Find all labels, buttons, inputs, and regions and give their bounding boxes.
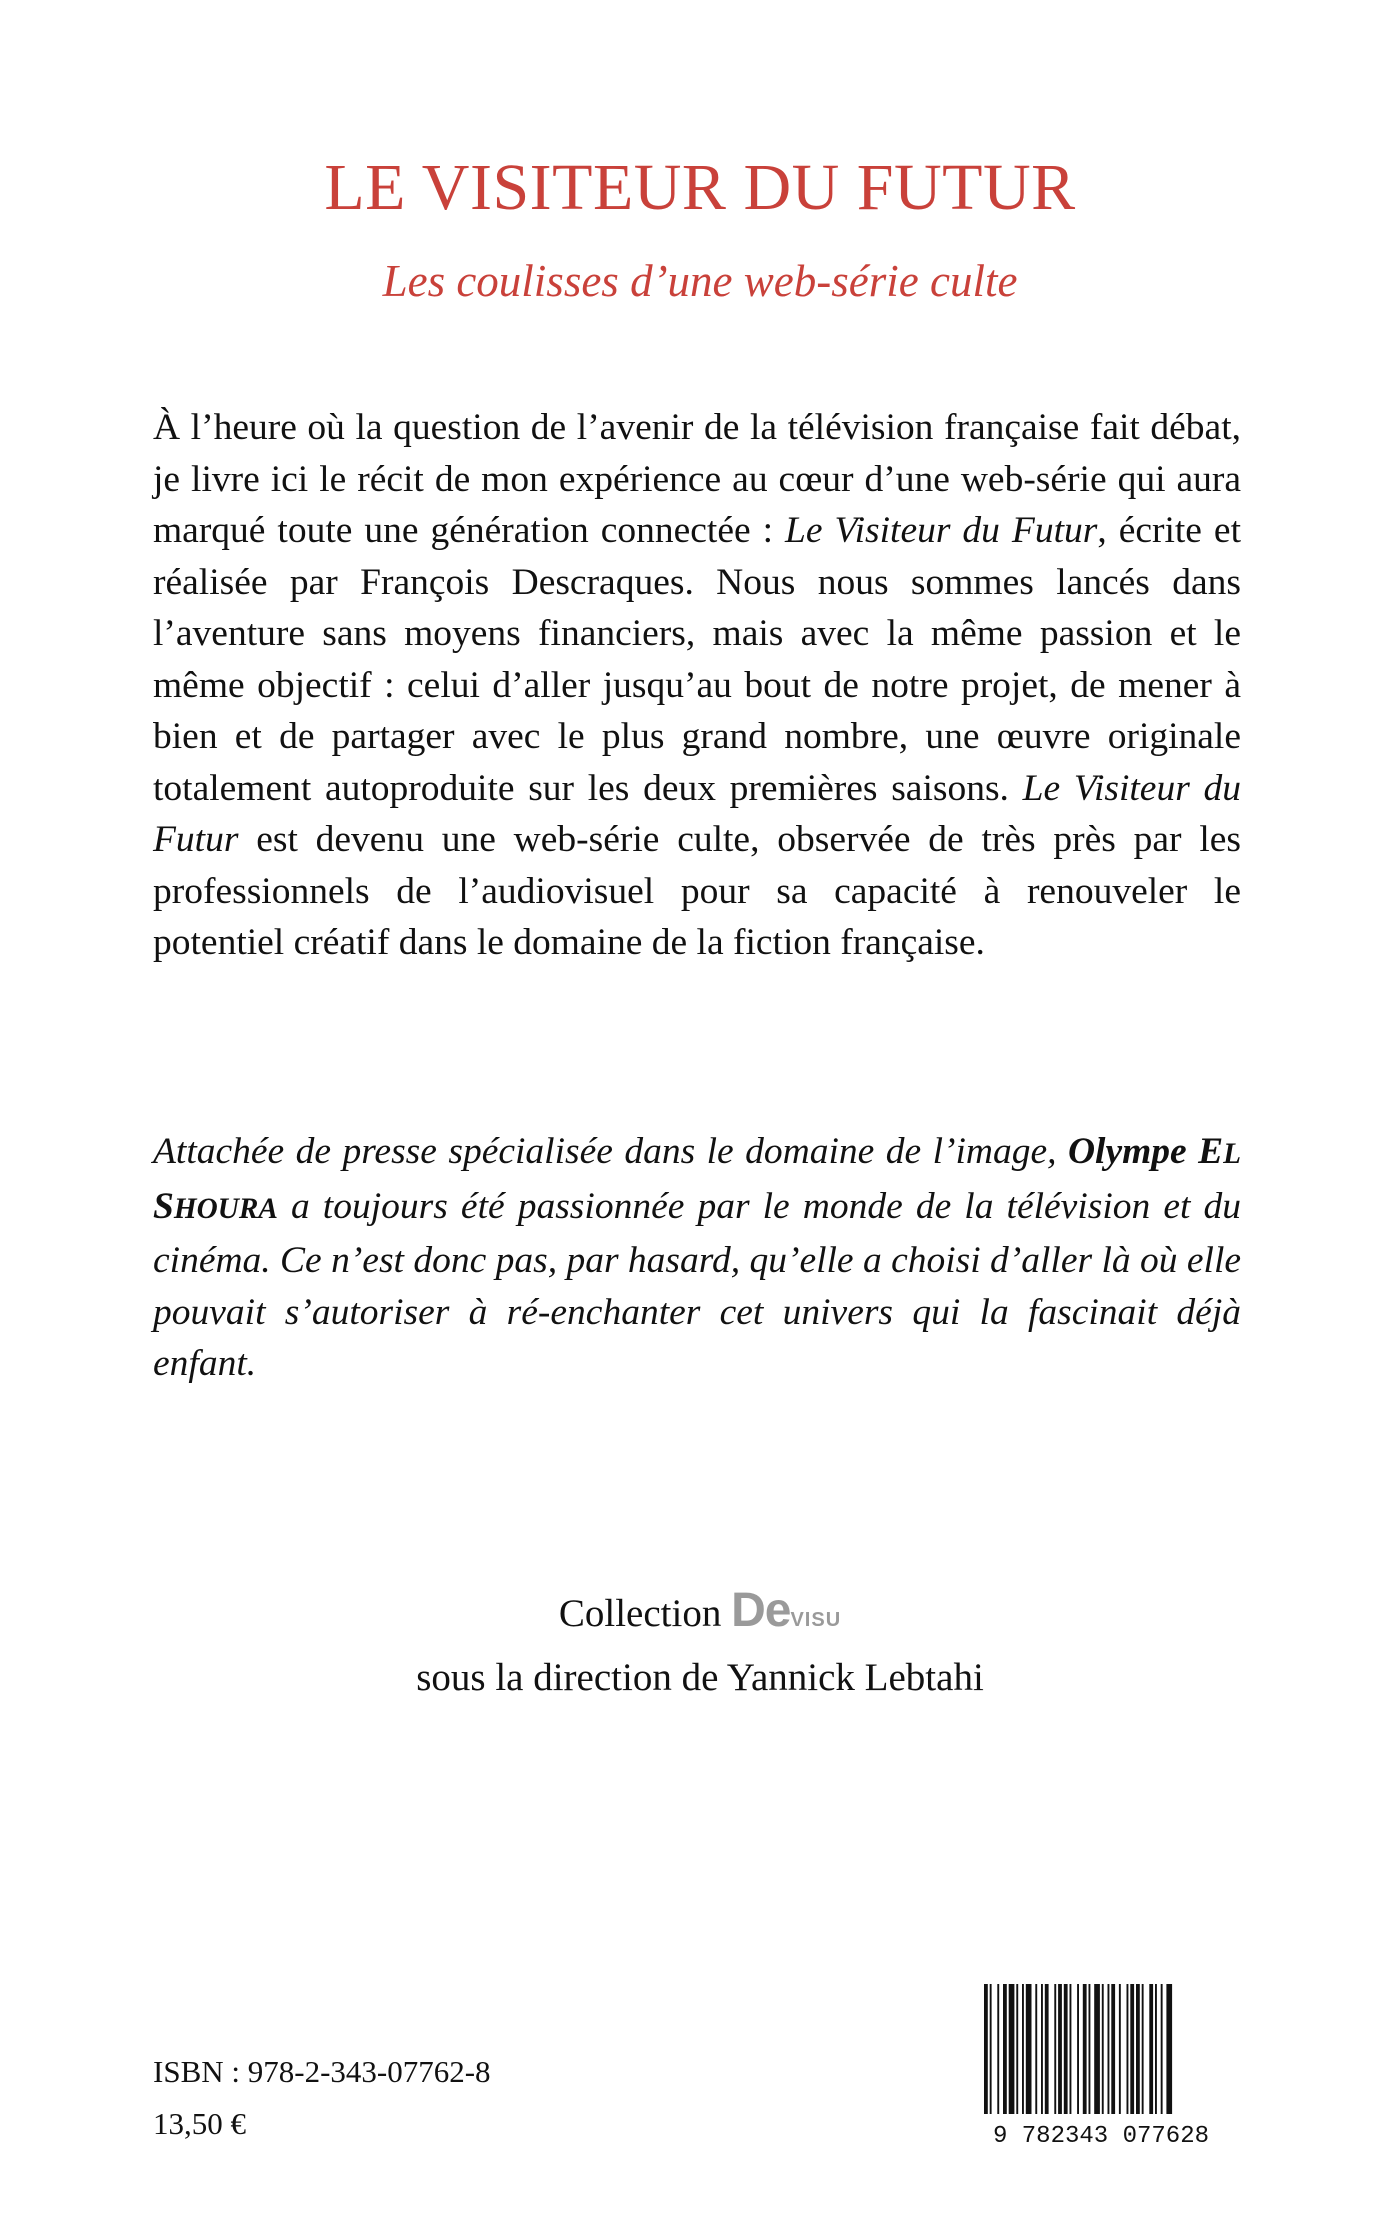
barcode-bar <box>1108 1984 1110 2114</box>
barcode <box>966 1980 1236 2148</box>
barcode-bar <box>1054 1984 1056 2114</box>
author-name: Olympe EL SHOURA <box>153 1131 1242 1227</box>
author-bio-text: a toujours été passionnée par le monde de la télévision et du cinéma. Ce n’est donc pas, par hasard, qu’elle a choisi d’aller là où elle pouvait s’autoriser à ré-enchanter cet univers qui la fascinait déjà enfant. <box>153 1185 1242 1384</box>
series-title-ref: Le Visiteur du Futur <box>153 767 1241 860</box>
summary-text-1: À l’heure où la question de l’avenir de la télévision française fait débat, je livre ici le récit de mon expérience au cœur d’une web-série qui aura marqué toute une génération connectée : <box>153 407 1241 551</box>
barcode-bar <box>1077 1984 1079 2114</box>
barcode-bar <box>1142 1984 1144 2114</box>
summary-paragraph <box>153 402 1241 969</box>
summary-text-2: , écrite et réalisée par François Descraques. Nous nous sommes lancés dans l’aventure sans moyens financiers, mais avec la même passion et le même objectif : celui d’aller jusqu’au bout de notre projet, de mener à bien et de partager avec le plus grand nombre, une œuvre originale totalement autoproduite sur les deux premières saisons. <box>153 510 1241 809</box>
barcode-bar <box>1094 1984 1100 2114</box>
barcode-bar <box>1045 1984 1049 2114</box>
isbn-number: ISBN : 978-2-343-07762-8 <box>153 2054 491 2089</box>
collection-block <box>0 1582 1400 1707</box>
barcode-bar <box>1089 1984 1091 2114</box>
barcode-bar <box>1035 1984 1037 2114</box>
barcode-bar <box>1022 1984 1024 2114</box>
isbn-price-block <box>153 2046 491 2150</box>
barcode-bar <box>1083 1984 1087 2114</box>
barcode-bar <box>1009 1984 1015 2114</box>
barcode-bar <box>1130 1984 1134 2114</box>
barcode-bar <box>1041 1984 1043 2114</box>
de-visu-logo: DeVISU <box>731 1584 842 1637</box>
price: 13,50 € <box>153 2106 246 2141</box>
barcode-bar <box>1016 1984 1018 2114</box>
barcode-bar <box>1070 1984 1072 2114</box>
barcode-bar <box>1149 1984 1153 2114</box>
barcode-bar <box>1119 1984 1121 2114</box>
barcode-bar <box>990 1984 992 2114</box>
series-title-ref: Le Visiteur du Futur <box>785 510 1098 551</box>
collection-line <box>0 1582 1400 1649</box>
barcode-bar <box>1102 1984 1104 2114</box>
barcode-digits: 9 782343 077628 <box>992 2123 1210 2148</box>
barcode-bar <box>1136 1984 1140 2114</box>
barcode-bar <box>1064 1984 1068 2114</box>
book-title: LE VISITEUR DU FUTUR <box>324 151 1076 224</box>
barcode-bar <box>1166 1984 1172 2114</box>
barcode-bar <box>1003 1984 1007 2114</box>
barcode-bar <box>1026 1984 1032 2114</box>
summary-text-3: est devenu une web-série culte, observée de très près par les professionnels de l’audiovisuel pour sa capacité à renouveler le potentiel créatif dans le domaine de la fiction française. <box>153 819 1241 963</box>
barcode-bar <box>1127 1984 1129 2114</box>
barcode-bar <box>997 1984 999 2114</box>
collection-director: sous la direction de Yannick Lebtahi <box>416 1656 984 1699</box>
book-subtitle: Les coulisses d’une web-série culte <box>382 256 1018 306</box>
author-bio <box>153 1126 1241 1390</box>
author-bio-intro: Attachée de presse spécialisée dans le domaine de l’image, <box>153 1131 1068 1172</box>
barcode-bar <box>1155 1984 1157 2114</box>
barcode-bar <box>1161 1984 1163 2114</box>
barcode-bar <box>1111 1984 1115 2114</box>
barcode-bar <box>1058 1984 1062 2114</box>
collection-label: Collection <box>558 1592 722 1635</box>
barcode-bar <box>984 1984 988 2114</box>
